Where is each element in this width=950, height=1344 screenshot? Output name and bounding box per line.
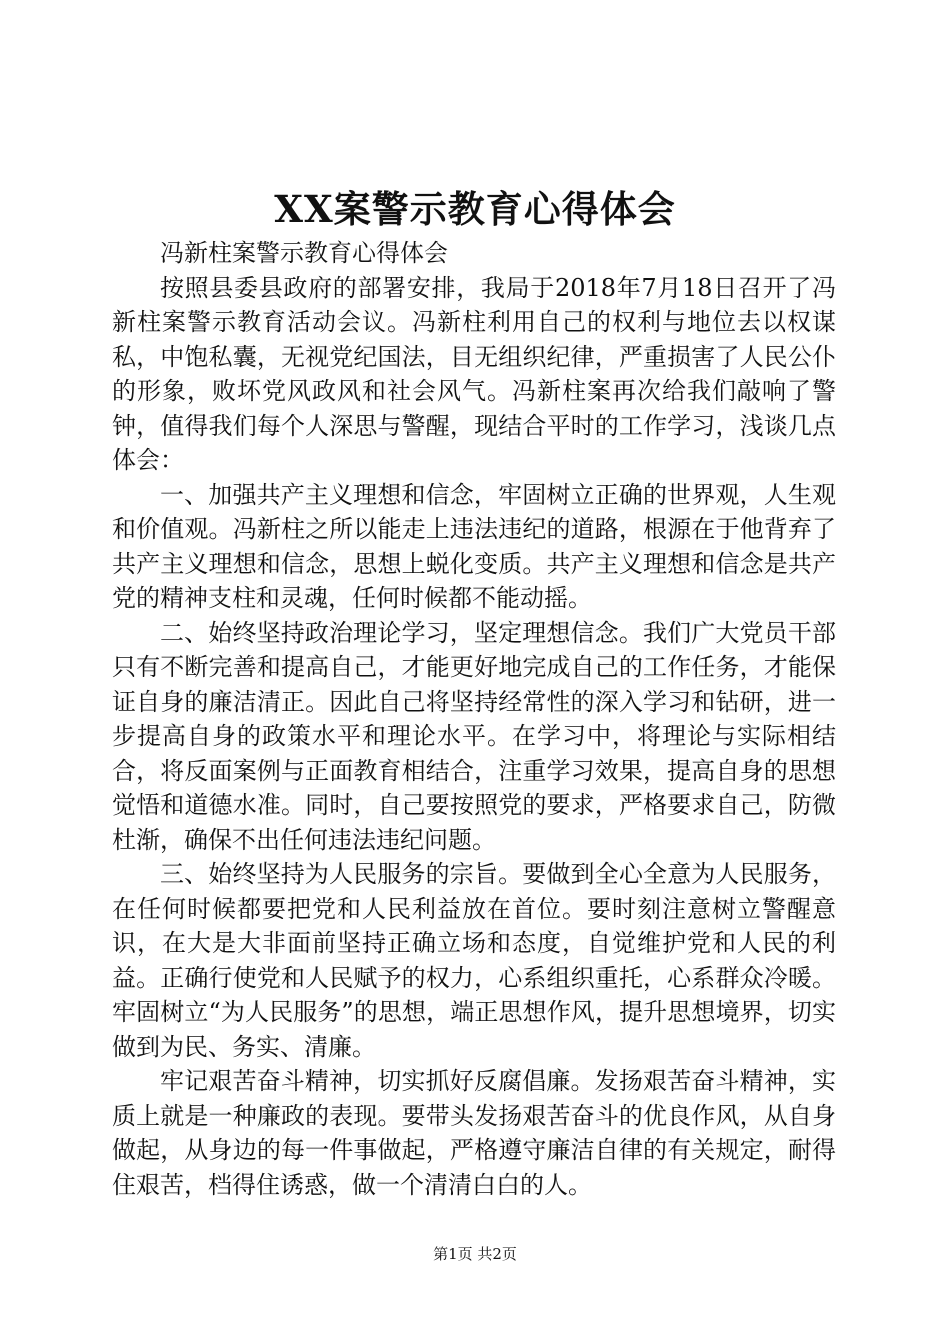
paragraph-point-4: 牢记艰苦奋斗精神，切实抓好反腐倡廉。发扬艰苦奋斗精神，实质上就是一种廉政的表现。要带头发扬艰苦奋斗的优良作风，从自身做起，从身边的每一件事做起，严格遵守廉洁自律的有关规定，耐得住艰苦，档得住诱惑，做一个清清白白的人。 xyxy=(112,1067,836,1199)
document-body xyxy=(112,236,836,1202)
document-title: XX案警示教育心得体会 xyxy=(274,187,676,231)
page-number-footer: 第1页 共2页 xyxy=(433,1245,517,1263)
paragraph-point-3: 三、始终坚持为人民服务的宗旨。要做到全心全意为人民服务，在任何时候都要把党和人民利益放在首位。要时刻注意树立警醒意识，在大是大非面前坚持正确立场和态度，自觉维护党和人民的利益。正确行使党和人民赋予的权力，心系组织重托，心系群众冷暖。牢固树立“为人民服务”的思想，端正思想作风，提升思想境界，切实做到为民、务实、清廉。 xyxy=(112,860,836,1061)
paragraph-point-1: 一、加强共产主义理想和信念，牢固树立正确的世界观，人生观和价值观。冯新柱之所以能走上违法违纪的道路，根源在于他背弃了共产主义理想和信念，思想上蜕化变质。共产主义理想和信念是共产党的精神支柱和灵魂，任何时候都不能动摇。 xyxy=(112,480,836,612)
paragraph-subtitle: 冯新柱案警示教育心得体会 xyxy=(160,239,448,267)
paragraph-intro: 按照县委县政府的部署安排，我局于2018年7月18日召开了冯新柱案警示教育活动会议。冯新柱利用自己的权利与地位去以权谋私，中饱私囊，无视党纪国法，目无组织纪律，严重损害了人民公仆的形象，败坏党风政风和社会风气。冯新柱案再次给我们敲响了警钟，值得我们每个人深思与警醒，现结合平时的工作学习，浅谈几点体会： xyxy=(112,273,836,474)
paragraph-point-2: 二、始终坚持政治理论学习，坚定理想信念。我们广大党员干部只有不断完善和提高自己，才能更好地完成自己的工作任务，才能保证自身的廉洁清正。因此自己将坚持经常性的深入学习和钻研，进一步提高自身的政策水平和理论水平。在学习中，将理论与实际相结合，将反面案例与正面教育相结合，注重学习效果，提高自身的思想觉悟和道德水准。同时，自己要按照党的要求，严格要求自己，防微杜渐，确保不出任何违法违纪问题。 xyxy=(112,618,836,854)
